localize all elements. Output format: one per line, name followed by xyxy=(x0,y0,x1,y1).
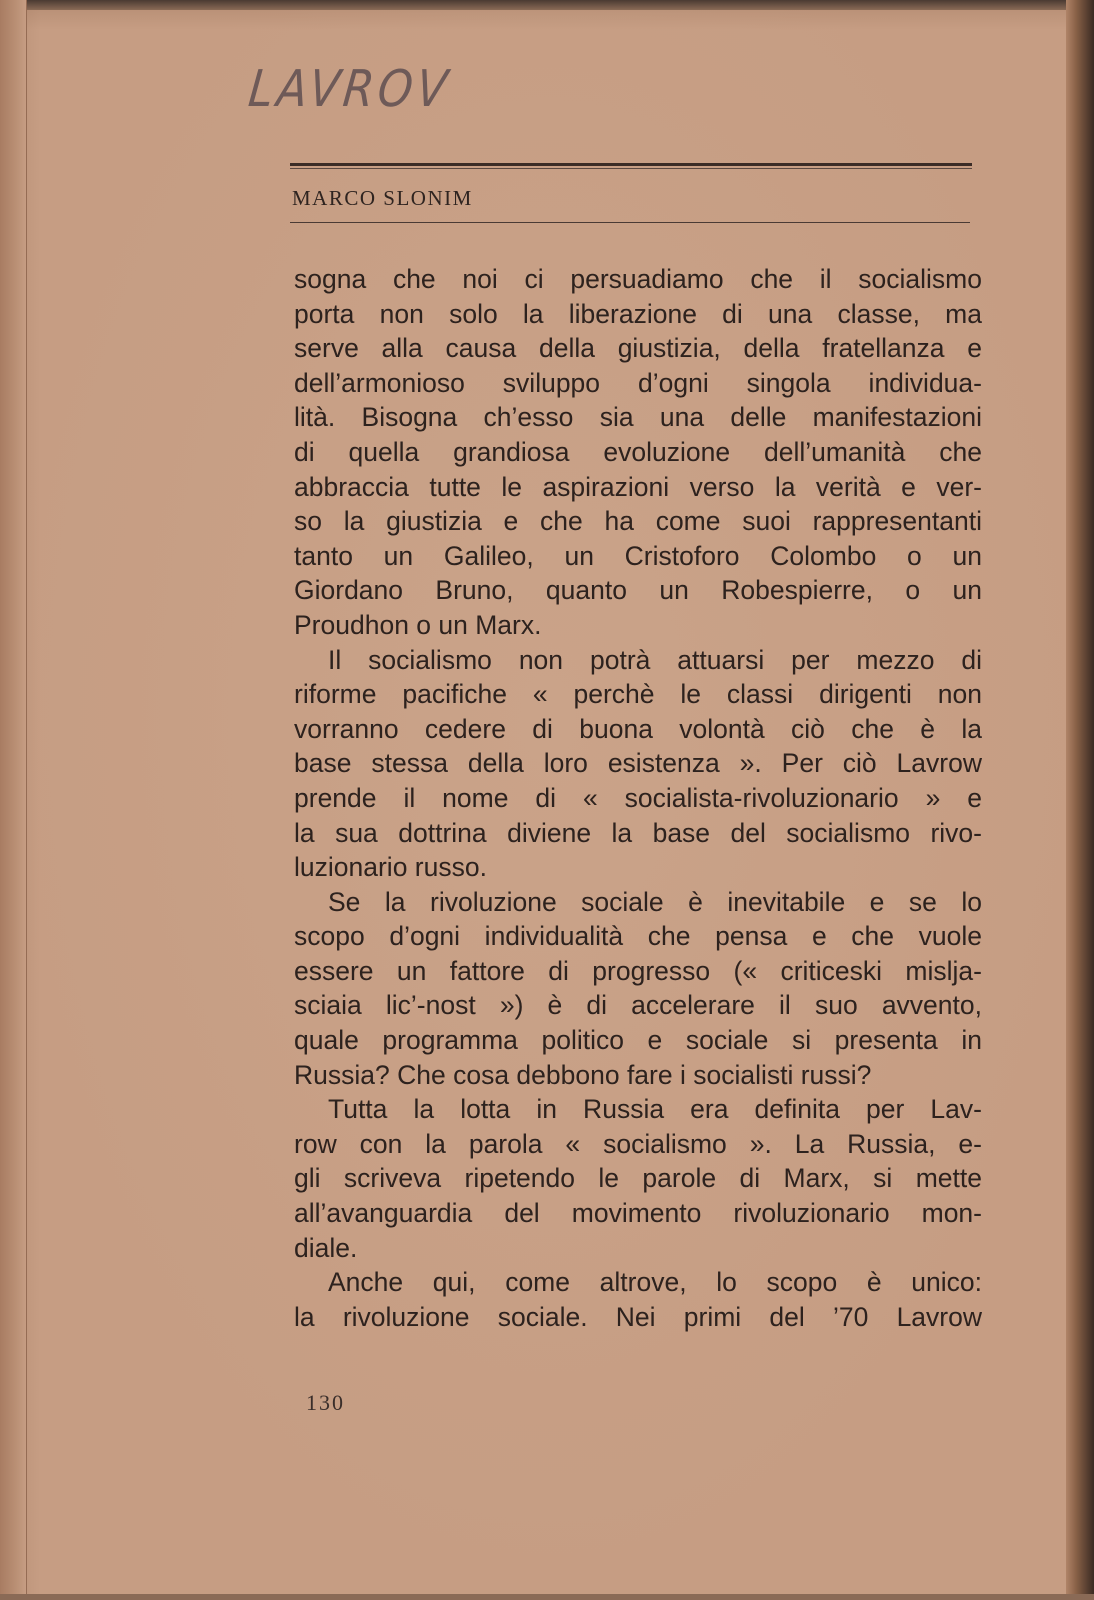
text-line: Tutta la lotta in Russia era definita per Lav- xyxy=(328,1094,982,1125)
text-line: prende il nome di « socialista-rivoluzionario » e xyxy=(294,782,982,813)
text-line: Il socialismo non potrà attuarsi per mezzo di xyxy=(328,644,982,675)
text-line: porta non solo la liberazione di una classe, ma xyxy=(294,298,982,329)
text-line: la rivoluzione sociale. Nei primi del ’70 Lavrow xyxy=(294,1301,982,1332)
text-line: row con la parola « socialismo ». La Russia, e- xyxy=(294,1128,982,1159)
text-line: luzionario russo. xyxy=(294,852,487,883)
page-top-edge xyxy=(0,0,1094,10)
text-line: all’avanguardia del movimento rivoluzionario mon- xyxy=(294,1198,982,1229)
page-fore-edge xyxy=(1066,0,1094,1600)
text-line: serve alla causa della giustizia, della fratellanza e xyxy=(294,333,982,364)
text-line: Giordano Bruno, quanto un Robespierre, o un xyxy=(294,575,982,606)
text-line: diale. xyxy=(294,1232,358,1263)
text-line: sogna che noi ci persuadiamo che il socialismo xyxy=(294,264,982,294)
page-bottom-edge xyxy=(0,1594,1094,1600)
header-rule-thin xyxy=(290,168,972,169)
text-line: Se la rivoluzione sociale è inevitabile e se lo xyxy=(328,886,982,917)
text-line: vorranno cedere di buona volontà ciò che è la xyxy=(294,713,982,744)
handwritten-annotation: LAVROV xyxy=(245,60,454,119)
header-rule-thick xyxy=(290,163,972,166)
text-line: so la giustizia e che ha come suoi rappresentanti xyxy=(294,506,982,537)
page-binding-edge xyxy=(0,0,27,1600)
text-line: dell’armonioso sviluppo d’ogni singola individua- xyxy=(294,367,982,398)
text-line: tanto un Galileo, un Cristoforo Colombo o un xyxy=(294,540,982,571)
text-line: lità. Bisogna ch’esso sia una delle manifestazioni xyxy=(294,402,982,433)
text-line: abbraccia tutte le aspirazioni verso la verità e ver- xyxy=(294,471,982,502)
text-line: riforme pacifiche « perchè le classi dirigenti non xyxy=(294,679,982,710)
text-line: di quella grandiosa evoluzione dell’umanità che xyxy=(294,436,982,467)
running-head: MARCO SLONIM xyxy=(292,186,473,210)
text-line: essere un fattore di progresso (« criticeski mislja- xyxy=(294,955,982,986)
text-line: Proudhon o un Marx. xyxy=(294,609,542,640)
text-line: scopo d’ogni individualità che pensa e che vuole xyxy=(294,921,982,952)
page-number: 130 xyxy=(306,1390,345,1415)
text-line: la sua dottrina diviene la base del socialismo rivo- xyxy=(294,817,982,848)
text-line: quale programma politico e sociale si presenta in xyxy=(294,1025,982,1056)
text-line: base stessa della loro esistenza ». Per ciò Lavrow xyxy=(294,748,982,779)
header-rule-bottom xyxy=(290,222,970,223)
text-line: Anche qui, come altrove, lo scopo è unico: xyxy=(328,1267,982,1298)
text-line: sciaia lic’-nost ») è di accelerare il suo avvento, xyxy=(294,990,982,1021)
body-text xyxy=(294,262,982,1334)
text-line: gli scriveva ripetendo le parole di Marx, si mette xyxy=(294,1163,982,1194)
text-line: Russia? Che cosa debbono fare i socialisti russi? xyxy=(294,1059,872,1090)
